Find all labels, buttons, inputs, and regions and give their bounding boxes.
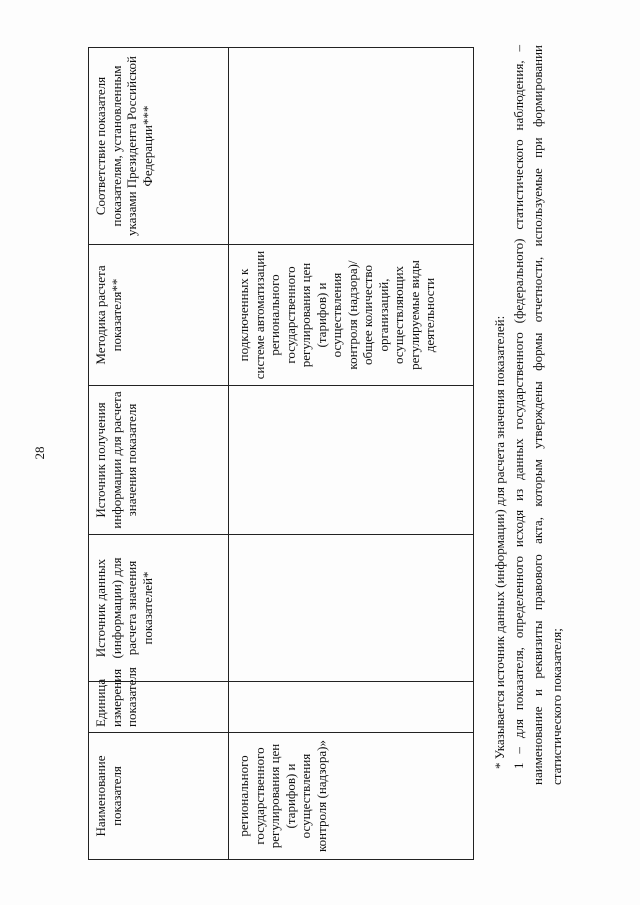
- cell-info-source: [229, 386, 474, 535]
- cell-indicator-name: регионального государственного регулирования цен (тарифов) и осуществления контроля (надзора)»: [229, 733, 474, 860]
- page-number: 28: [32, 446, 47, 460]
- footnote-star: * Указывается источник данных (информации) для расчета значения показателей:: [492, 315, 507, 769]
- cell-data-source: [229, 535, 474, 682]
- indicators-table: [88, 47, 474, 860]
- footnotes: [490, 45, 566, 785]
- header-indicator-name: Наименование показателя: [89, 733, 229, 860]
- cell-method: подключенных к системе автоматизации регионального государственного регулирования цен (тарифов) и осуществления контроля (надзора)/ общее количество организаций, осуществляющих регулируемые виды деятельности: [229, 245, 474, 386]
- footnote-item-1: 1 – для показателя, определенного исходя из данных государственного (федерального) статистического наблюдения, – наименование и реквизиты правового акта, которым утверждены формы отчетности, используемые при формировании статистического показателя;: [511, 45, 564, 785]
- table-row: [229, 48, 474, 860]
- header-info-source: Источник получения информации для расчета значения показателя: [89, 386, 229, 535]
- cell-compliance: [229, 48, 474, 245]
- header-data-source: Источник данных (информации) для расчета значения показателей*: [89, 535, 229, 682]
- header-unit: Единица измерения показателя: [89, 682, 229, 733]
- table-header-row: [89, 48, 229, 860]
- cell-unit: [229, 682, 474, 733]
- header-method: Методика расчета показателя**: [89, 245, 229, 386]
- header-compliance: Соответствие показателя показателям, установленным указами Президента Российской Федерации***: [89, 48, 229, 245]
